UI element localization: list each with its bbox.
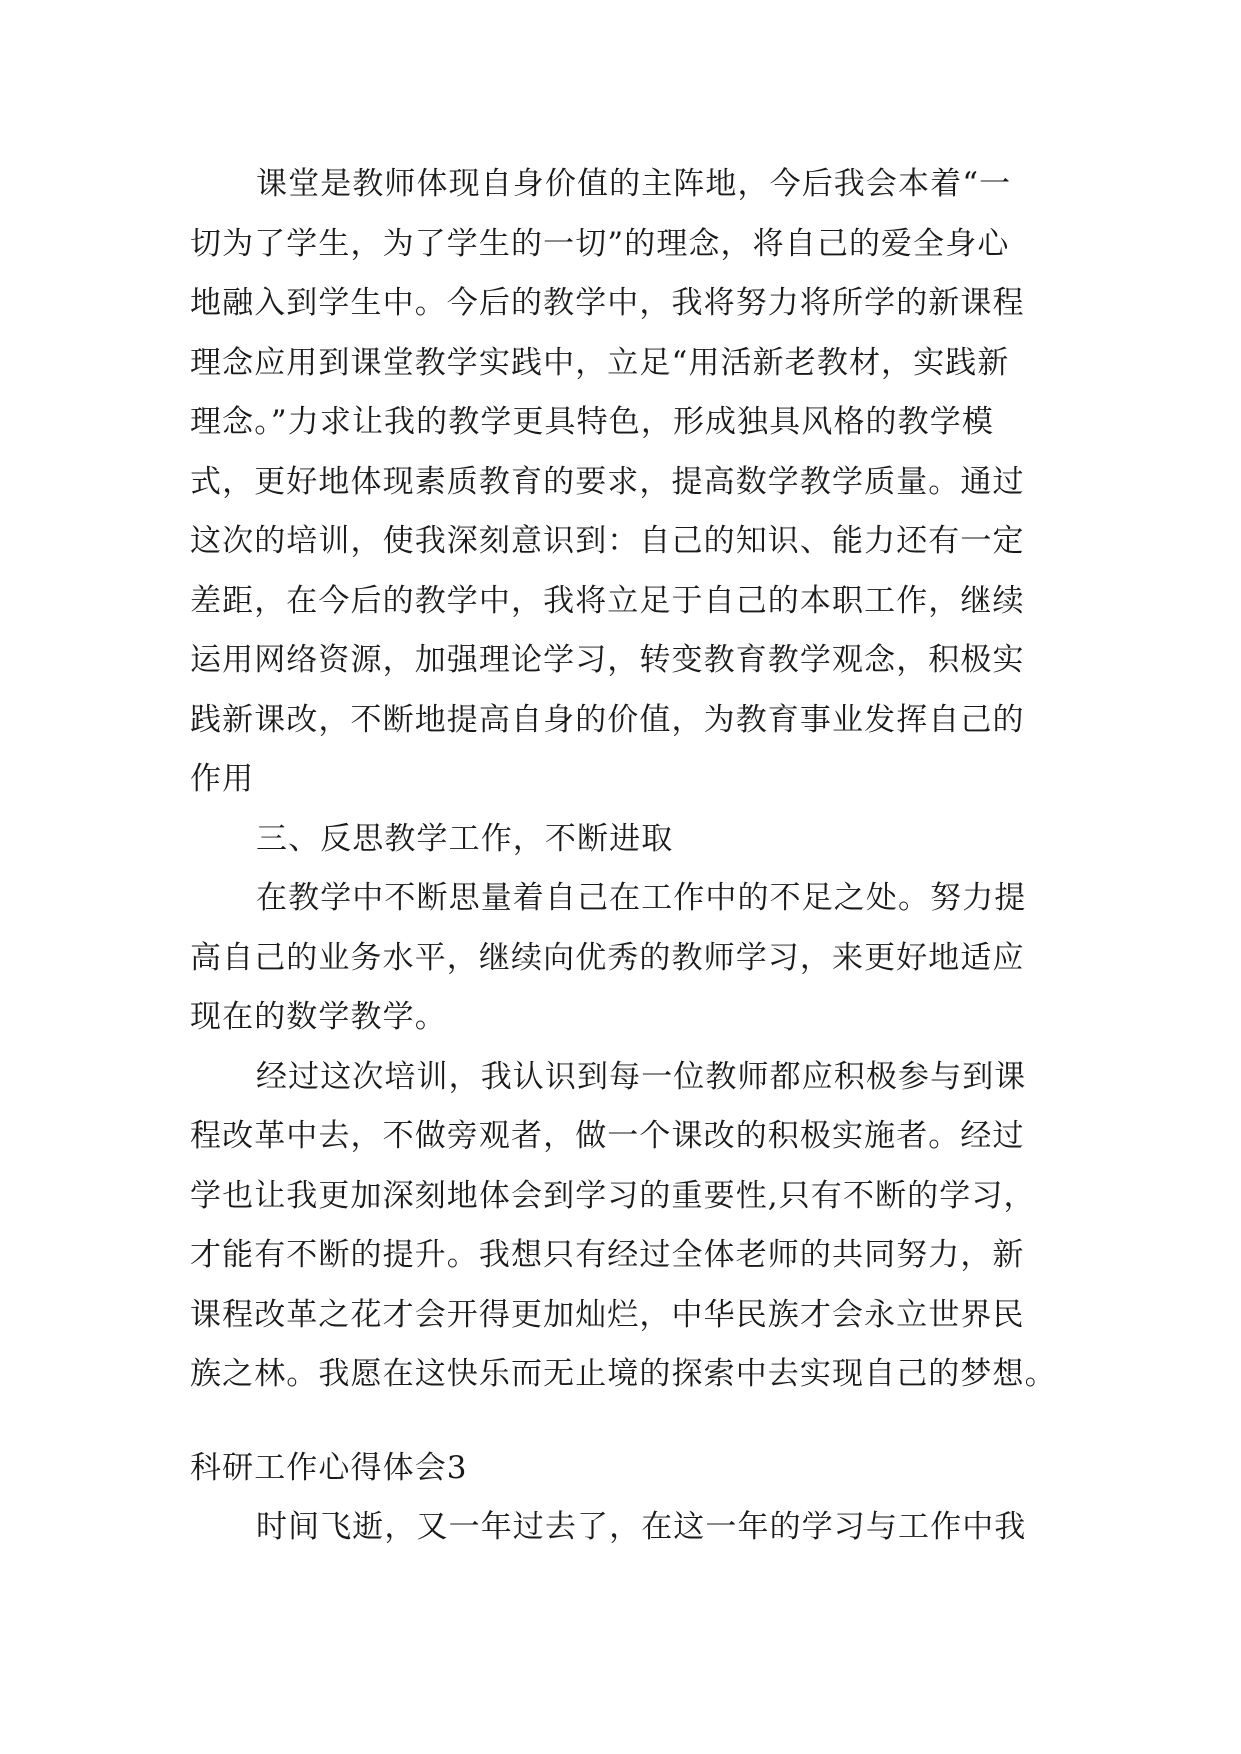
paragraph-line: 程改革中去，不做旁观者，做一个课改的积极实施者。经过: [190, 1118, 1025, 1154]
section-heading: 三、反思教学工作，不断进取: [256, 820, 674, 857]
paragraph-line: 理念。”力求让我的教学更具特色，形成独具风格的教学模: [190, 404, 994, 440]
paragraph-line: 课堂是教师体现自身价值的主阵地，今后我会本着“一: [256, 166, 1012, 202]
paragraph-line: 理念应用到课堂教学实践中，立足“用活新老教材，实践新: [190, 344, 1010, 381]
paragraph-line: 经过这次培训，我认识到每一位教师都应积极参与到课: [256, 1058, 1027, 1095]
paragraph-line: 践新课改，不断地提高自身的价值，为教育事业发挥自己的: [190, 701, 1025, 738]
paragraph-line: 切为了学生，为了学生的一切”的理念，将自己的爱全身心: [190, 225, 1010, 262]
paragraph-line: 作用: [190, 761, 255, 797]
paragraph-line: 地融入到学生中。今后的教学中，我将努力将所学的新课程: [190, 285, 1025, 321]
section-title: 科研工作心得体会3: [190, 1449, 468, 1486]
paragraph-line: 才能有不断的提升。我想只有经过全体老师的共同努力，新: [190, 1237, 1025, 1273]
paragraph-line: 式，更好地体现素质教育的要求，提高数学教学质量。通过: [190, 463, 1025, 500]
paragraph-line: 高自己的业务水平，继续向优秀的教师学习，来更好地适应: [190, 939, 1025, 976]
paragraph-line: 在教学中不断思量着自己在工作中的不足之处。努力提: [256, 880, 1027, 916]
paragraph-line: 族之林。我愿在这快乐而无止境的探索中去实现自己的梦想。: [190, 1356, 1057, 1392]
paragraph-line: 课程改革之花才会开得更加灿烂，中华民族才会永立世界民: [190, 1296, 1025, 1333]
paragraph-line: 现在的数学教学。: [190, 999, 447, 1035]
paragraph-line: 差距，在今后的教学中，我将立足于自己的本职工作，继续: [190, 582, 1025, 619]
paragraph-line: 这次的培训，使我深刻意识到：自己的知识、能力还有一定: [190, 523, 1025, 559]
document-page: [190, 155, 1057, 1558]
paragraph-line: 运用网络资源，加强理论学习，转变教育教学观念，积极实: [190, 642, 1025, 678]
paragraph-line: 学也让我更加深刻地体会到学习的重要性,只有不断的学习，: [190, 1177, 1036, 1214]
section-spacer: [190, 1405, 1050, 1439]
paragraph-line: 时间飞逝，又一年过去了，在这一年的学习与工作中我: [256, 1509, 1027, 1545]
